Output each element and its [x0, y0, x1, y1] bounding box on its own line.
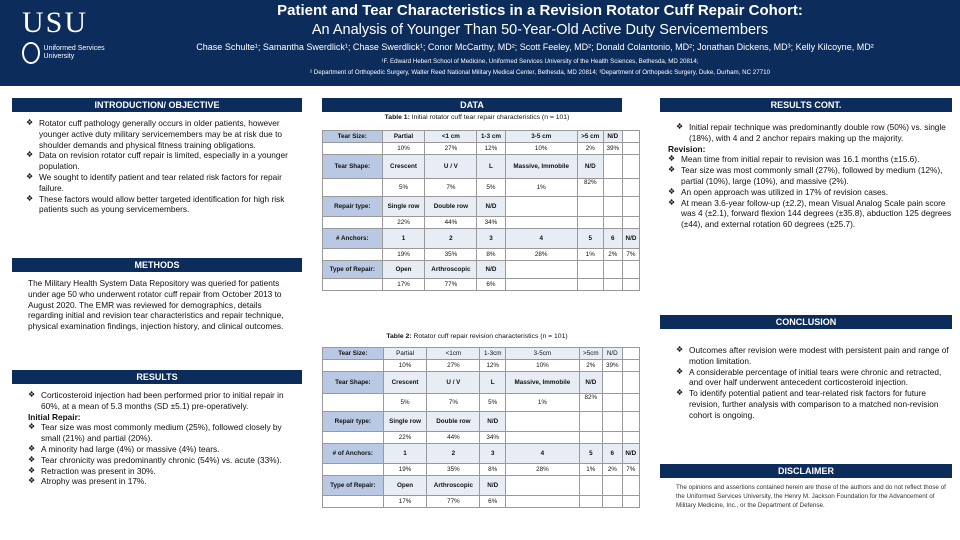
- table-cell: Type of Repair:: [323, 476, 384, 496]
- intro-bullet: ❖ Data on revision rotator cuff repair is limited, especially in a younger population.: [26, 150, 288, 172]
- table-cell: 6: [603, 229, 622, 249]
- bullet-icon: ❖: [26, 118, 34, 127]
- table-cell: Crescent: [382, 155, 425, 179]
- table-cell: [505, 261, 577, 279]
- bullet-icon: ❖: [668, 165, 676, 175]
- affiliation-1: ¹F. Edward Hebert School of Medicine, Uniformed Services University of the Health Sciences, Bethesda, MD 20814;: [381, 58, 699, 65]
- bullet-icon: ❖: [28, 422, 36, 432]
- conclusion-bullet: ❖ A considerable percentage of initial tears were chronic and retracted, and over half underwent antecedent corticosteroid injection.: [676, 366, 942, 388]
- table-cell: 7%: [425, 179, 477, 197]
- disclaimer-heading: DISCLAIMER: [660, 464, 952, 478]
- table-cell: 12%: [477, 143, 505, 155]
- table-cell: [323, 432, 384, 444]
- table-cell: Tear Shape:: [323, 155, 383, 179]
- table-cell: [579, 476, 602, 496]
- table-row: [323, 348, 640, 360]
- table-cell: 44%: [427, 432, 480, 444]
- author-list: Chase Schulte¹; Samantha Swerdlick¹; Chase Swerdlick¹; Conor McCarthy, MD²; Scott Feeley, MD²; Donald Colantonio, MD²; Jonathan Dickens, MD³; Kelly Kilcoyne, MD²: [196, 42, 874, 52]
- revision-subheading: Revision:: [668, 143, 706, 154]
- table-cell: [622, 394, 639, 412]
- table-cell: [622, 476, 639, 496]
- table-cell: Massive, Immobile: [505, 155, 577, 179]
- table-cell: 1-3 cm: [477, 131, 505, 143]
- table-cell: 5: [577, 229, 603, 249]
- poster-title-line1: Patient and Tear Characteristics in a Revision Rotator Cuff Repair Cohort:: [277, 2, 803, 19]
- table-cell: 1: [382, 229, 425, 249]
- table-cell: [622, 496, 639, 508]
- results-bullet: ❖ Atrophy was present in 17%.: [28, 476, 147, 487]
- results-cont-heading: RESULTS CONT.: [660, 98, 952, 112]
- table-cell: 7%: [427, 394, 480, 412]
- table-cell: 82%: [577, 179, 603, 197]
- table-cell: [622, 360, 639, 372]
- table-cell: [323, 394, 384, 412]
- table-cell: [323, 179, 383, 197]
- table-cell: Massive, Immobile: [506, 372, 580, 394]
- conclusion-heading: CONCLUSION: [660, 315, 952, 329]
- table-cell: N/D: [579, 372, 602, 394]
- table-cell: 2%: [602, 464, 622, 476]
- table-cell: [506, 476, 580, 496]
- methods-body: The Military Health System Data Repository was queried for patients under age 50 who underwent rotator cuff repair from October 2013 to August 2020. The EMR was reviewed for demographics, details regarding initial and revision tear characteristics and repair technique, physical examination findings, injection history, and clinical outcomes.: [28, 278, 284, 332]
- table-cell: 10%: [505, 143, 577, 155]
- table-cell: [505, 279, 577, 291]
- table-row: [323, 496, 640, 508]
- table-cell: 17%: [383, 496, 427, 508]
- table-cell: [577, 197, 603, 217]
- table-cell: N/D: [622, 229, 639, 249]
- table-cell: 19%: [382, 249, 425, 261]
- table-cell: 10%: [383, 360, 427, 372]
- table-cell: 3: [480, 444, 506, 464]
- table-cell: 2%: [603, 249, 622, 261]
- table-cell: [622, 372, 639, 394]
- table-row: [323, 412, 640, 432]
- table-row: [323, 432, 640, 444]
- table-row: [323, 131, 640, 143]
- bullet-icon: ❖: [28, 476, 36, 486]
- table-cell: 22%: [383, 432, 427, 444]
- table-cell: 3-5 cm: [505, 131, 577, 143]
- table-cell: 35%: [425, 249, 477, 261]
- table-cell: 6%: [477, 279, 505, 291]
- table-cell: [603, 179, 622, 197]
- table2: [322, 347, 640, 508]
- table-cell: [622, 432, 639, 444]
- table-cell: [603, 279, 622, 291]
- table-cell: 39%: [603, 143, 622, 155]
- table-cell: [506, 412, 580, 432]
- table-cell: 1-3cm: [480, 348, 506, 360]
- table-cell: [602, 476, 622, 496]
- table1: [322, 130, 640, 291]
- table-cell: N/D: [603, 131, 622, 143]
- table-cell: Open: [382, 261, 425, 279]
- disclaimer-body: The opinions and assertions contained herein are those of the authors and do not reflect those of the Uniformed Services University, the Henry M. Jackson Foundation for the Advancement of Military Medicine, Inc., or the Department of Defense.: [676, 484, 946, 509]
- table-cell: 77%: [427, 496, 480, 508]
- table-cell: Double row: [425, 197, 477, 217]
- table-cell: 44%: [425, 217, 477, 229]
- table-cell: [506, 432, 580, 444]
- table-row: [323, 464, 640, 476]
- table-cell: 28%: [506, 464, 580, 476]
- table2-caption: Table 2: Rotator cuff repair revision characteristics (n = 101): [386, 333, 568, 340]
- table-cell: # of Anchors:: [323, 444, 384, 464]
- table-cell: [323, 496, 384, 508]
- table-cell: 5%: [383, 394, 427, 412]
- table-cell: >5cm: [579, 348, 602, 360]
- table-cell: 19%: [383, 464, 427, 476]
- table-cell: [622, 179, 639, 197]
- table-cell: [622, 217, 639, 229]
- table-cell: <1cm: [427, 348, 480, 360]
- table-cell: 4: [505, 229, 577, 249]
- table-cell: [622, 279, 639, 291]
- table-cell: [602, 412, 622, 432]
- table-cell: [505, 197, 577, 217]
- table-cell: Single row: [382, 197, 425, 217]
- table-cell: [603, 197, 622, 217]
- affiliation-2: ² Department of Orthopedic Surgery, Walter Reed National Military Medical Center, Bethesda, MD 20814; ³Department of Orthopedic Surgery, Duke, Durham, NC 27710: [309, 69, 771, 76]
- conclusion-bullet: ❖ To identify potential patient and tear-related risk factors for future revision, further analysis with comparison to a matched non-revision cohort is ongoing.: [676, 388, 939, 420]
- bullet-icon: ❖: [26, 193, 34, 203]
- bullet-icon: ❖: [26, 171, 34, 181]
- seal-icon: [22, 42, 40, 64]
- table-cell: Type of Repair:: [323, 261, 383, 279]
- table-cell: Tear Size:: [323, 131, 383, 143]
- table-cell: [323, 464, 384, 476]
- table-cell: L: [477, 155, 505, 179]
- table-cell: 34%: [480, 432, 506, 444]
- table-cell: [622, 155, 639, 179]
- table-cell: 1%: [506, 394, 580, 412]
- table-cell: 3: [477, 229, 505, 249]
- results-bullet: ❖ Tear chronicity was predominantly chronic (54%) vs. acute (33%).: [28, 454, 282, 465]
- table-cell: 17%: [382, 279, 425, 291]
- table-cell: 77%: [425, 279, 477, 291]
- intro-heading: INTRODUCTION/ OBJECTIVE: [12, 98, 302, 112]
- intro-bullet: ❖ Rotator cuff pathology generally occurs in older patients, however younger active duty military servicemembers may be at risk due to shoulder demands and physical fitness training obligations.: [26, 118, 283, 150]
- table-cell: 12%: [480, 360, 506, 372]
- bullet-icon: ❖: [676, 345, 684, 354]
- intro-body: [26, 118, 296, 215]
- table-cell: 1: [383, 444, 427, 464]
- table1-caption: Table 1: Initial rotator cuff tear repair characteristics (n = 101): [384, 114, 570, 121]
- table-cell: 5%: [480, 394, 506, 412]
- table-cell: Partial: [382, 131, 425, 143]
- poster-title-line2: An Analysis of Younger Than 50-Year-Old Active Duty Servicemembers: [311, 22, 769, 38]
- table-cell: [622, 143, 639, 155]
- table-row: [323, 444, 640, 464]
- poster-header: [0, 0, 960, 86]
- table-cell: [602, 496, 622, 508]
- table-cell: [603, 155, 622, 179]
- table-cell: [603, 217, 622, 229]
- table-cell: U / V: [427, 372, 480, 394]
- table-cell: [579, 412, 602, 432]
- table-row: [323, 143, 640, 155]
- bullet-icon: ❖: [28, 454, 36, 464]
- bullet-icon: ❖: [26, 150, 34, 160]
- table-cell: Repair type:: [323, 197, 383, 217]
- usu-logo: [22, 8, 114, 64]
- table-cell: 2%: [579, 360, 602, 372]
- table-cell: [602, 432, 622, 444]
- table-cell: 35%: [427, 464, 480, 476]
- table-cell: 1%: [505, 179, 577, 197]
- table-row: [323, 197, 640, 217]
- table-row: [323, 360, 640, 372]
- logo-wordmark: USU: [22, 6, 89, 39]
- table-cell: 5%: [382, 179, 425, 197]
- table-row: [323, 394, 640, 412]
- results-bullet: ❖ Retraction was present in 30%.: [28, 465, 156, 476]
- table-cell: 6%: [480, 496, 506, 508]
- results-cont-bullet: ❖ At mean 3.6-year follow-up (±2.2), mean Visual Analog Scale pain score was 4 (±2.1), forward flexion 144 degrees (±35.8), abduction 125 degrees (±44), and external rotation 60 degrees (±25.7).: [668, 197, 952, 230]
- table-cell: N/D: [480, 412, 506, 432]
- table-cell: N/D: [602, 348, 622, 360]
- table-cell: 28%: [505, 249, 577, 261]
- table-cell: [622, 261, 639, 279]
- table-cell: [622, 412, 639, 432]
- table-cell: [506, 496, 580, 508]
- table-cell: Arthroscopic: [425, 261, 477, 279]
- methods-heading: METHODS: [12, 258, 302, 272]
- bullet-icon: ❖: [676, 122, 684, 131]
- table-cell: [577, 217, 603, 229]
- table-cell: Tear Shape:: [323, 372, 384, 394]
- table-cell: 39%: [602, 360, 622, 372]
- table-cell: 27%: [427, 360, 480, 372]
- results-bullet: ❖ A minority had large (4%) or massive (4%) tears.: [28, 443, 220, 454]
- table-cell: 5%: [477, 179, 505, 197]
- table-cell: [577, 261, 603, 279]
- table-cell: Open: [383, 476, 427, 496]
- table-cell: Arthroscopic: [427, 476, 480, 496]
- results-cont-bullet: ❖ Mean time from initial repair to revision was 16.1 months (±15.6).: [668, 154, 920, 165]
- table-cell: 7%: [622, 464, 639, 476]
- table-cell: [323, 249, 383, 261]
- table-row: [323, 261, 640, 279]
- results-cont-body: [668, 122, 952, 230]
- results-bullet: ❖ Tear size was most commonly medium (25%), followed closely by small (21%) and partial (20%).: [28, 422, 282, 444]
- table-cell: [323, 279, 383, 291]
- table-cell: 2%: [577, 143, 603, 155]
- results-cont-bullet: ❖ An open approach was utilized in 17% of revision cases.: [668, 186, 889, 197]
- intro-bullet: ❖ These factors would allow better targeted identification for high risk patients such as young servicemembers.: [26, 193, 285, 215]
- table-cell: [505, 217, 577, 229]
- table-row: [323, 476, 640, 496]
- table-cell: [602, 394, 622, 412]
- bullet-icon: ❖: [676, 388, 684, 398]
- table-cell: L: [480, 372, 506, 394]
- table-cell: N/D: [477, 197, 505, 217]
- table-cell: [577, 279, 603, 291]
- bullet-icon: ❖: [28, 443, 36, 453]
- table-cell: 5: [579, 444, 602, 464]
- table-cell: <1 cm: [425, 131, 477, 143]
- results-body: [28, 390, 296, 487]
- table-cell: [622, 197, 639, 217]
- results-cont-bullet: ❖ Tear size was most commonly small (27%), followed by medium (12%), partial (10%), large (10%), and massive (2%).: [668, 165, 943, 186]
- table-cell: [579, 432, 602, 444]
- table-row: [323, 372, 640, 394]
- table-cell: N/D: [480, 476, 506, 496]
- results-heading: RESULTS: [12, 370, 302, 384]
- table-cell: Repair type:: [323, 412, 384, 432]
- table-cell: 10%: [382, 143, 425, 155]
- table-cell: 1%: [577, 249, 603, 261]
- results-cont-bullet: ❖ Initial repair technique was predominantly double row (50%) vs. single (18%), with 4 and 2 anchor repairs making up the majority.: [676, 122, 946, 143]
- table-cell: Double row: [427, 412, 480, 432]
- table-cell: N/D: [622, 444, 639, 464]
- logo-subtitle: Uniformed Services University: [43, 45, 105, 60]
- table-cell: >5 cm: [577, 131, 603, 143]
- table-cell: 22%: [382, 217, 425, 229]
- conclusion-body: [676, 345, 952, 421]
- bullet-icon: ❖: [28, 390, 36, 399]
- table-cell: Crescent: [383, 372, 427, 394]
- table-cell: [603, 261, 622, 279]
- table-cell: 6: [602, 444, 622, 464]
- table-row: [323, 279, 640, 291]
- table-row: [323, 229, 640, 249]
- table-cell: 8%: [480, 464, 506, 476]
- table-cell: 7%: [622, 249, 639, 261]
- table-row: [323, 179, 640, 197]
- table-row: [323, 249, 640, 261]
- intro-bullet: ❖ We sought to identify patient and tear related risk factors for repair failure.: [26, 171, 282, 193]
- bullet-icon: ❖: [676, 366, 684, 376]
- bullet-icon: ❖: [668, 186, 676, 196]
- table-cell: [602, 372, 622, 394]
- table-cell: N/D: [477, 261, 505, 279]
- results-bullet: ❖ Corticosteroid injection had been performed prior to initial repair in 60%, at a mean of 5.3 months (SD ±5.1) pre-operatively.: [28, 390, 284, 411]
- table-cell: Partial: [383, 348, 427, 360]
- table-cell: 2: [427, 444, 480, 464]
- bullet-icon: ❖: [28, 465, 36, 475]
- table-cell: N/D: [577, 155, 603, 179]
- table-cell: 8%: [477, 249, 505, 261]
- table-cell: 27%: [425, 143, 477, 155]
- table-cell: # Anchors:: [323, 229, 383, 249]
- table-cell: [323, 143, 383, 155]
- table-cell: [323, 217, 383, 229]
- table-cell: [622, 348, 639, 360]
- table-cell: 4: [506, 444, 580, 464]
- table-cell: [622, 131, 639, 143]
- table-row: [323, 155, 640, 179]
- data-heading: DATA: [322, 98, 622, 112]
- table-cell: 3-5cm: [506, 348, 580, 360]
- table-cell: U / V: [425, 155, 477, 179]
- table-cell: Single row: [383, 412, 427, 432]
- bullet-icon: ❖: [668, 197, 676, 207]
- table-cell: 10%: [506, 360, 580, 372]
- table-cell: Tear Size:: [323, 348, 384, 360]
- conclusion-bullet: ❖ Outcomes after revision were modest with persistent pain and range of motion limitation.: [676, 345, 949, 366]
- table-cell: 1%: [579, 464, 602, 476]
- table-cell: 34%: [477, 217, 505, 229]
- table-cell: [323, 360, 384, 372]
- bullet-icon: ❖: [668, 154, 676, 164]
- table-cell: 82%: [579, 394, 602, 412]
- table-row: [323, 217, 640, 229]
- table-cell: 2: [425, 229, 477, 249]
- table-cell: [579, 496, 602, 508]
- initial-repair-subheading: Initial Repair:: [28, 411, 81, 422]
